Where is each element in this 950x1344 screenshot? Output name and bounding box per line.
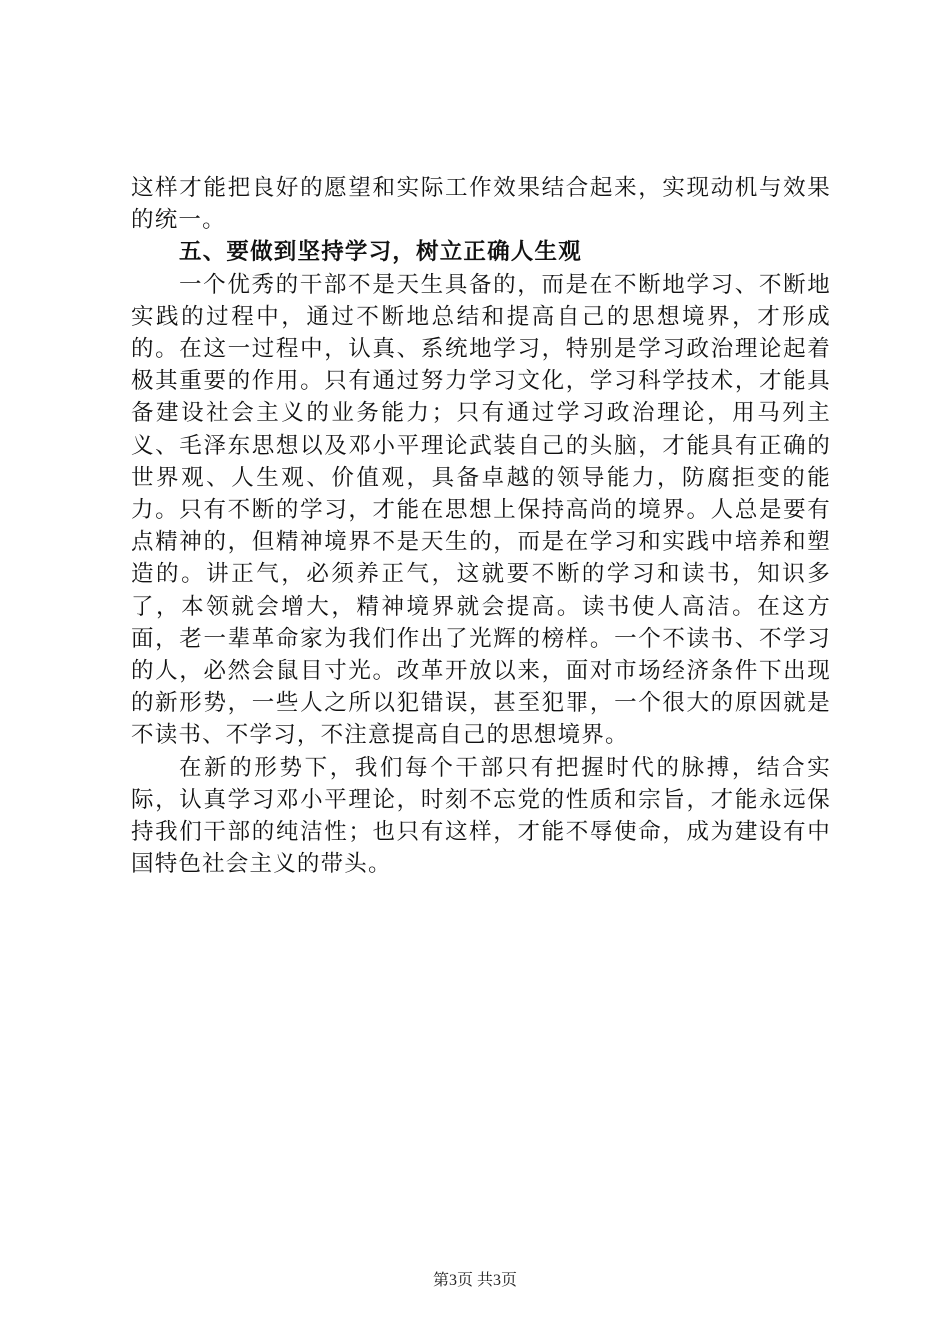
- section-heading: 五、要做到坚持学习，树立正确人生观: [179, 239, 582, 266]
- body-paragraph-1: 一个优秀的干部不是天生具备的，而是在不断地学习、不断地实践的过程中，通过不断地总结和提高自己的思想境界，才形成的。在这一过程中，认真、系统地学习，特别是学习政治理论起着极其重要的作用。只有通过努力学习文化，学习科学技术，才能具备建设社会主义的业务能力；只有通过学习政治理论，用马列主义、毛泽东思想以及邓小平理论武装自己的头脑，才能具有正确的世界观、人生观、价值观，具备卓越的领导能力，防腐拒变的能力。只有不断的学习，才能在思想上保持高尚的境界。人总是要有点精神的，但精神境界不是天生的，而是在学习和实践中培养和塑造的。讲正气，必须养正气，这就要不断的学习和读书，知识多了，本领就会增大，精神境界就会提高。读书使人高洁。在这方面，老一辈革命家为我们作出了光辉的榜样。一个不读书、不学习的人，必然会鼠目寸光。改革开放以来，面对市场经济条件下出现的新形势，一些人之所以犯错误，甚至犯罪，一个很大的原因就是不读书、不学习，不注意提高自己的思想境界。: [131, 271, 831, 749]
- continuation-paragraph: 这样才能把良好的愿望和实际工作效果结合起来，实现动机与效果的统一。: [131, 175, 831, 234]
- document-body: [131, 172, 831, 880]
- page-footer: 第3页 共3页: [432, 1272, 517, 1289]
- body-paragraph-2: 在新的形势下，我们每个干部只有把握时代的脉搏，结合实际，认真学习邓小平理论，时刻不忘党的性质和宗旨，才能永远保持我们干部的纯洁性；也只有这样，才能不辱使命，成为建设有中国特色社会主义的带头。: [131, 754, 831, 878]
